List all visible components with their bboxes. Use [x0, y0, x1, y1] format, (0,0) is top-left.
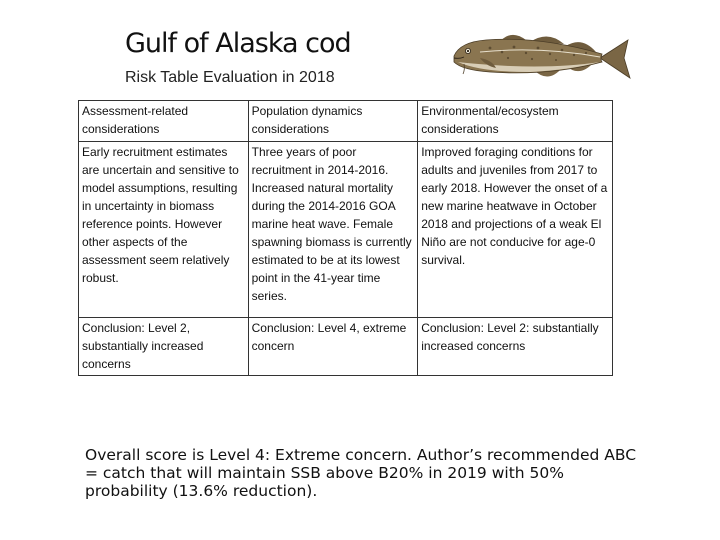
header-assessment: Assessment-related considerations [79, 101, 249, 142]
header-environmental: Environmental/ecosystem considerations [418, 101, 613, 142]
header-population: Population dynamics considerations [248, 101, 418, 142]
conclusion-population: Conclusion: Level 4, extreme concern [248, 318, 418, 376]
table-details-row [79, 142, 613, 318]
fish-tail [600, 40, 630, 78]
page-subtitle: Risk Table Evaluation in 2018 [125, 69, 335, 86]
cod-fish-illustration [450, 22, 632, 92]
details-population: Three years of poor recruitment in 2014-2016. Increased natural mortality during the 2014-2016 GOA marine heat wave. Female spawning biomass is currently estimated to be at its lowest point in the 41-year time series. [248, 142, 418, 318]
risk-table [78, 100, 613, 376]
details-environmental: Improved foraging conditions for adults and juveniles from 2017 to early 2018. However the onset of a new marine heatwave in October 2018 and projections of a weak El Niño are not conducive for age-0 survival. [418, 142, 613, 318]
details-assessment: Early recruitment estimates are uncertain and sensitive to model assumptions, resulting in uncertainty in biomass reference points. However other aspects of the assessment seem relatively robust. [79, 142, 249, 318]
table-header-row [79, 101, 613, 142]
page-title: Gulf of Alaska cod [125, 28, 351, 59]
conclusion-assessment: Conclusion: Level 2, substantially increased concerns [79, 318, 249, 376]
table-conclusion-row [79, 318, 613, 376]
conclusion-environmental: Conclusion: Level 2: substantially increased concerns [418, 318, 613, 376]
overall-summary: Overall score is Level 4: Extreme concern. Author’s recommended ABC = catch that will maintain SSB above B20% in 2019 with 50% probability (13.6% reduction). [85, 446, 637, 500]
